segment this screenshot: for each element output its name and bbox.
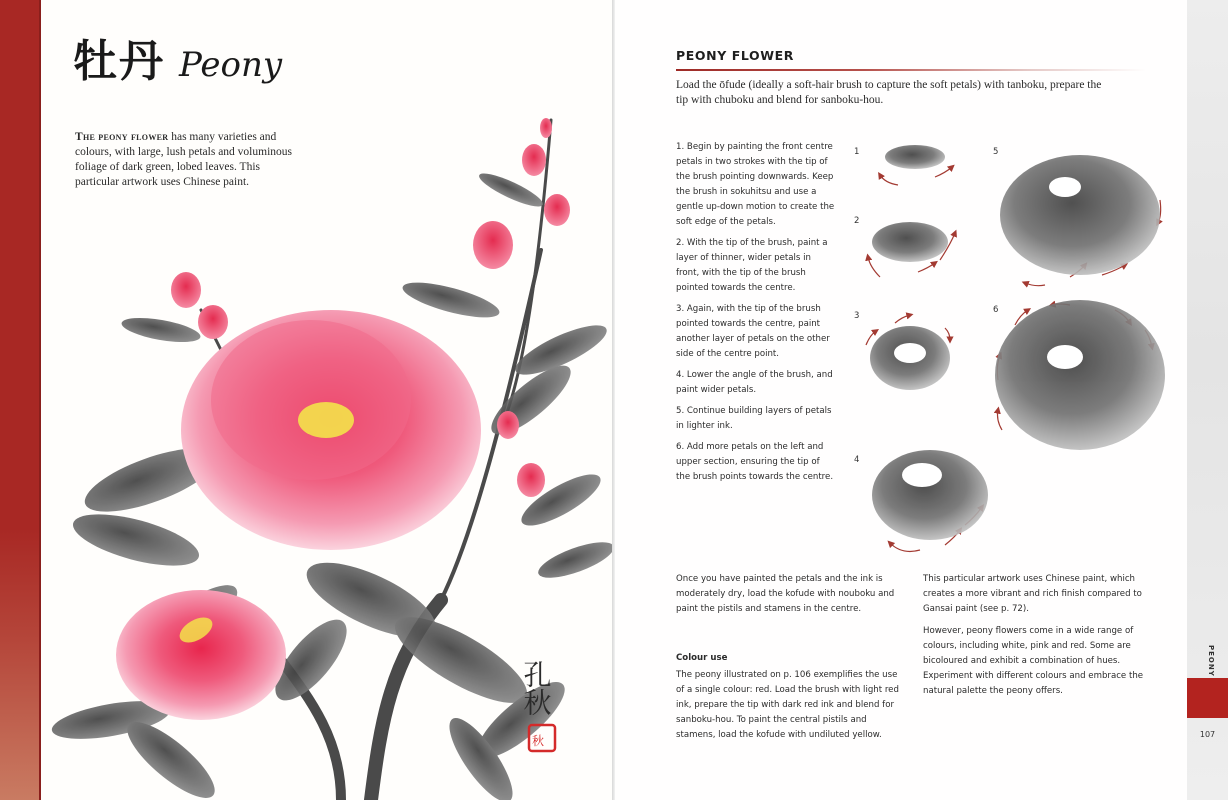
chinese-paint-paragraph: This particular artwork uses Chinese paint, which creates a more vibrant and rich finish compared to Gansai paint (see p. 72). (923, 574, 1142, 614)
colour-use-paragraph: The peony illustrated on p. 106 exemplifies the use of a single colour: red. Load the brush with light red ink, prepare the tip with dark red ink and blend for sanboku-hou. To paint the central pistils and stamens, load the kofude with undiluted yellow. (676, 670, 899, 740)
column-left (676, 572, 908, 750)
ink-stroke-illustrations (840, 135, 1180, 560)
small-peony-flower (116, 590, 286, 720)
title-english: Peony (179, 45, 283, 85)
intro-body: has many varieties and colours, with large, lush petals and voluminous foliage of dark green, lobed leaves. This particular artwork uses Chinese paint. (75, 131, 292, 188)
instruction-steps (676, 140, 836, 491)
step-6: 6. Add more petals on the left and upper section, ensuring the tip of the brush points towards the centre. (676, 442, 834, 482)
diagram-label-2: 2 (854, 216, 860, 226)
step-1: 1. Begin by painting the front centre petals in two strokes with the tip of the brush pointing downwards. Keep the brush in sokuhitsu and use a gentle up-down motion to create the soft edge of the petals. (676, 142, 835, 227)
column-right (923, 572, 1155, 706)
page-number: 107 (1199, 730, 1216, 739)
diagram-label-4: 4 (854, 455, 860, 465)
section-heading: PEONY FLOWER (676, 48, 795, 63)
thumb-tab-label: PEONY (1207, 645, 1215, 677)
artist-signature: 孔秋 (519, 660, 553, 716)
title-chinese: 牡丹 (73, 36, 165, 87)
diagram-label-3: 3 (854, 311, 860, 321)
right-page (615, 0, 1187, 800)
left-page-red-edge (0, 0, 41, 800)
intro-lead: The peony flower (75, 131, 169, 143)
step-diagram (840, 135, 1180, 560)
page-title (73, 36, 283, 87)
step-2: 2. With the tip of the brush, paint a layer of thinner, wider petals in front, with the tip of the brush pointed towards the centre. (676, 238, 828, 293)
pistils-paragraph: Once you have painted the petals and the ink is moderately dry, load the kofude with nouboku and paint the pistils and stamens in the centre. (676, 574, 895, 614)
step-3: 3. Again, with the tip of the brush pointed towards the centre, paint another layer of petals on the other side of the centre point. (676, 304, 830, 359)
colour-use-heading: Colour use (676, 653, 728, 663)
diagram-label-5: 5 (993, 147, 999, 157)
section-intro: Load the ōfude (ideally a soft-hair brush to capture the soft petals) with tanboku, prepare the tip with chuboku and blend for sanboku-hou. (676, 79, 1102, 106)
main-peony-flower (181, 310, 481, 550)
diagram-label-6: 6 (993, 305, 999, 315)
left-page (41, 0, 613, 800)
step-4: 4. Lower the angle of the brush, and paint wider petals. (676, 370, 833, 395)
step-5: 5. Continue building layers of petals in lighter ink. (676, 406, 832, 431)
thumb-tab-red-block (1187, 678, 1228, 718)
section-rule (676, 69, 1146, 71)
svg-text:秋: 秋 (532, 734, 545, 748)
peony-painting (41, 100, 613, 800)
colour-range-paragraph: However, peony flowers come in a wide range of colours, including white, pink and red. Some are bicoloured and exhibit a combination of hues. Experiment with different colours and embrace the natural palette the peony offers. (923, 626, 1144, 696)
diagram-label-1: 1 (854, 147, 860, 157)
